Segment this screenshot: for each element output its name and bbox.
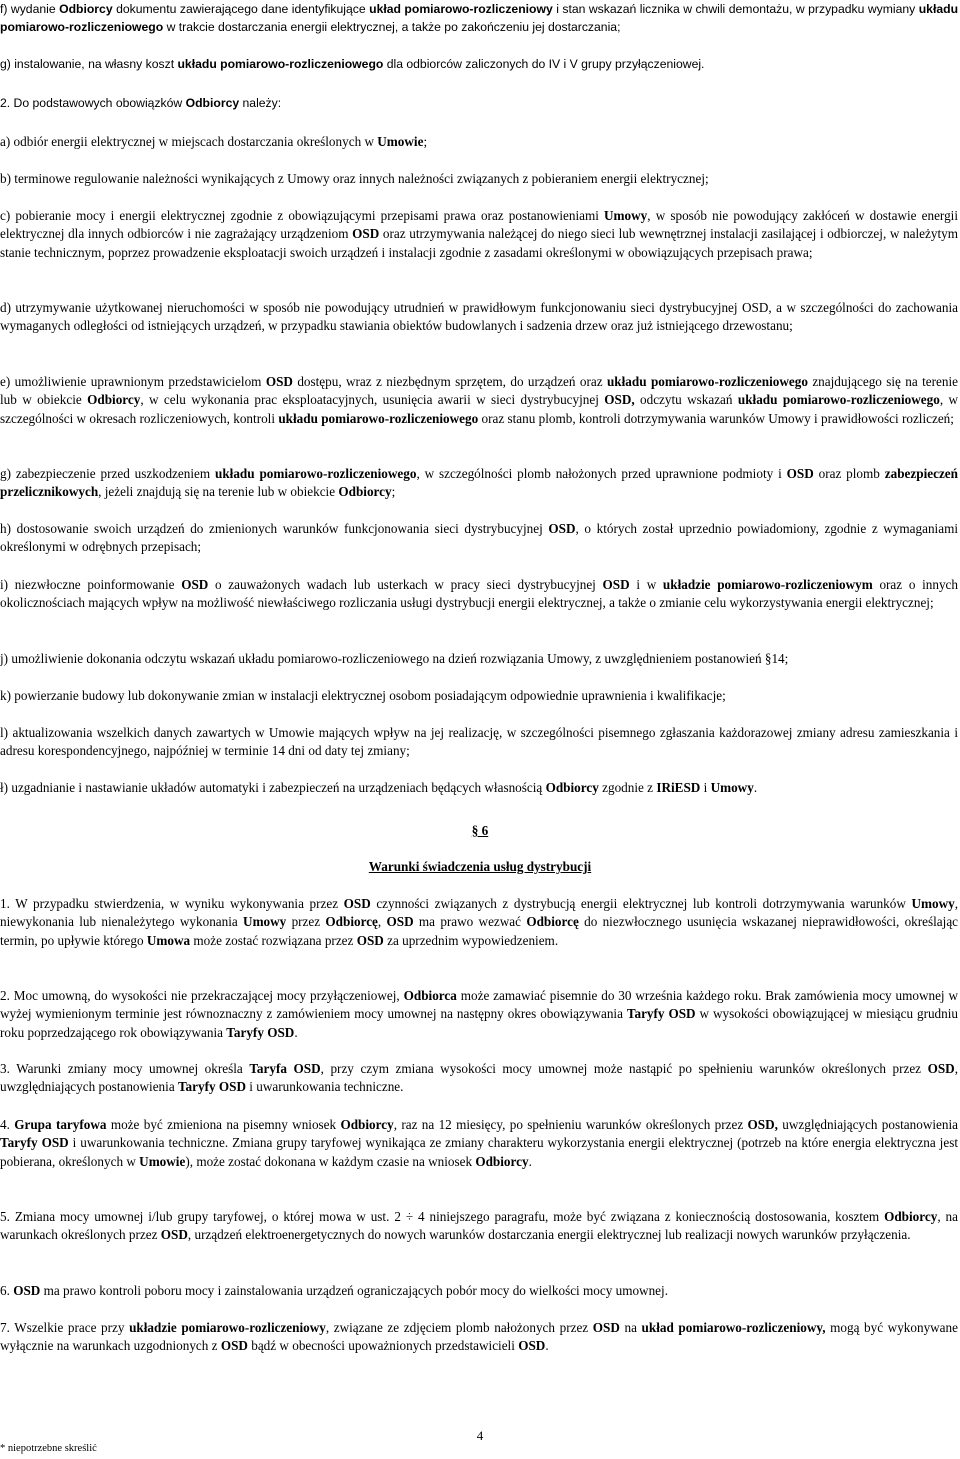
item-h: h) dostosowanie swoich urządzeń do zmienionych warunków funkcjonowania sieci dystrybucyjnej OSD, o których został uprzednio powiadomiony, zgodnie z wymaganiami określonymi w odrębnych przepisach; bbox=[0, 521, 958, 555]
paragraph-3: 3. Warunki zmiany mocy umownej określa Taryfa OSD, przy czym zmiana wysokości mocy umownej może nastąpić po spełnieniu warunków określonych przez OSD, uwzględniających postanowienia Taryfy OSD i uwarunkowania techniczne. bbox=[0, 1061, 958, 1095]
item-k: k) powierzanie budowy lub dokonywanie zmian w instalacji elektrycznej osobom posiadającym odpowiednie uprawnienia i kwalifikacje; bbox=[0, 688, 726, 703]
paragraph-2: 2. Moc umowną, do wysokości nie przekraczającej mocy przyłączeniowej, Odbiorca może zamawiać pisemnie do 30 września każdego roku. Brak zamówienia mocy umownej w wyżej wymienionym terminie jest równoznaczny z zamówieniem mocy umownej na następny okres obowiązywania Taryfy OSD w wysokości obowiązującej w miesiącu grudniu roku poprzedzającego rok obowiązywania Taryfy OSD. bbox=[0, 988, 959, 1040]
item-d: d) utrzymywanie użytkowanej nieruchomości w sposób nie powodujący utrudnień w prawidłowym funkcjonowaniu sieci dystrybucyjnej OSD, a w szczególności do zachowania wymaganych odległości od istniejących urządzeń, w przypadku stawiania obiektów budowlanych i sadzenia drzew oraz już istniejącego drzewostanu; bbox=[0, 300, 958, 334]
point-2-heading: 2. Do podstawowych obowiązków Odbiorcy należy: bbox=[0, 96, 282, 110]
item-c: c) pobieranie mocy i energii elektrycznej zgodnie z obowiązującymi przepisami prawa oraz postanowieniami Umowy, w sposób nie powodujący zakłóceń w dostawie energii elektrycznej dla innych odbiorców i nie zagrażający urządzeniom OSD oraz utrzymywania należącej do niego sieci lub wewnętrznej instalacji zasilającej i odbiorczej, w należytym stanie technicznym, poprzez prowadzenie eksploatacji swoich urządzeń i instalacji zgodnie z zasadami określonymi w obowiązujących przepisach prawa; bbox=[0, 208, 958, 260]
item-l-stroke: ł) uzgadnianie i nastawianie układów automatyki i zabezpieczeń na urządzeniach będących własnością Odbiorcy zgodnie z IRiESD i Umowy. bbox=[0, 780, 758, 795]
paragraph-5: 5. Zmiana mocy umownej i/lub grupy taryfowej, o której mowa w ust. 2 ÷ 4 niniejszego paragrafu, może być związana z koniecznością dostosowania, kosztem Odbiorcy, na warunkach określonych przez OSD, urządzeń elektroenergetycznych do nowych warunków dostarczania energii elektrycznej lub realizacji nowych warunków przyłączenia. bbox=[0, 1209, 958, 1243]
item-i: i) niezwłoczne poinformowanie OSD o zauważonych wadach lub usterkach w pracy sieci dystrybucyjnej OSD i w układzie pomiarowo-rozliczeniowym oraz o innych okolicznościach mających wpływ na możliwość niewłaściwego rozliczania usługi dystrybucji energii elektrycznej, a także o zmianie celu wykorzystywania energii elektrycznej; bbox=[0, 577, 959, 611]
paragraph-6: 6. OSD ma prawo kontroli poboru mocy i zainstalowania urządzeń ograniczających pobór mocy do wielkości mocy umownej. bbox=[0, 1283, 668, 1298]
item-a: a) odbiór energii elektrycznej w miejscach dostarczania określonych w Umowie; bbox=[0, 134, 428, 149]
item-g2: g) zabezpieczenie przed uszkodzeniem układu pomiarowo-rozliczeniowego, w szczególności plomb nałożonych przed uprawnione podmioty i OSD oraz plomb zabezpieczeń przelicznikowych, jeżeli znajdują się na terenie lub w obiekcie Odbiorcy; bbox=[0, 466, 958, 500]
item-j: j) umożliwienie dokonania odczytu wskazań układu pomiarowo-rozliczeniowego na dzień rozwiązania Umowy, z uwzględnieniem postanowień §14; bbox=[0, 651, 789, 666]
section-number: § 6 bbox=[471, 823, 489, 838]
item-b: b) terminowe regulowanie należności wynikających z Umowy oraz innych należności związanych z pobieraniem energii elektrycznej; bbox=[0, 171, 709, 186]
page-number: 4 bbox=[476, 1428, 484, 1443]
item-l: l) aktualizowania wszelkich danych zawartych w Umowie mających wpływ na jej realizację, w szczególności pisemnego zgłaszania każdorazowej zmiany adresu zamieszkania i adresu korespondencyjnego, najpóźniej w terminie 14 dni od daty tej zmiany; bbox=[0, 725, 958, 759]
item-f: f) wydanie Odbiorcy dokumentu zawierającego dane identyfikujące układ pomiarowo-rozliczeniowy i stan wskazań licznika w chwili demontażu, w przypadku wymiany układu pomiarowo-rozliczeniowego w trakcie dostarczania energii elektrycznej, a także po zakończeniu jej dostarczania; bbox=[0, 2, 959, 35]
item-g: g) instalowanie, na własny koszt układu pomiarowo-rozliczeniowego dla odbiorców zaliczonych do IV i V grupy przyłączeniowej. bbox=[0, 57, 705, 71]
section-title: Warunki świadczenia usług dystrybucji bbox=[368, 859, 592, 874]
paragraph-4: 4. Grupa taryfowa może być zmieniona na pisemny wniosek Odbiorcy, raz na 12 miesięcy, po spełnieniu warunków określonych przez OSD, uwzględniających postanowienia Taryfy OSD i uwarunkowania techniczne. Zmiana grupy taryfowej wynikająca ze zmiany charakteru wykorzystania energii elektrycznej (potrzeb na które energia elektryczna jest pobierana, określonych w Umowie), może zostać dokonana w każdym czasie na wniosek Odbiorcy. bbox=[0, 1117, 958, 1169]
paragraph-7: 7. Wszelkie prace przy układzie pomiarowo-rozliczeniowy, związane ze zdjęciem plomb nałożonych przez OSD na układ pomiarowo-rozliczeniowy, mogą być wykonywane wyłącznie na warunkach uzgodnionych z OSD bądź w obecności upoważnionych przedstawicieli OSD. bbox=[0, 1320, 958, 1354]
paragraph-1: 1. W przypadku stwierdzenia, w wyniku wykonywania przez OSD czynności związanych z dystrybucją energii elektrycznej lub kontroli dotrzymywania warunków Umowy, niewykonania lub nienależytego wykonania Umowy przez Odbiorcę, OSD ma prawo wezwać Odbiorcę do niezwłocznego usunięcia wskazanej nieprawidłowości, określając termin, po upływie którego Umowa może zostać rozwiązana przez OSD za uprzednim wypowiedzeniem. bbox=[0, 896, 959, 948]
footnote: * niepotrzebne skreślić bbox=[0, 1443, 97, 1454]
item-e: e) umożliwienie uprawnionym przedstawicielom OSD dostępu, wraz z niezbędnym sprzętem, do urządzeń oraz układu pomiarowo-rozliczeniowego znajdującego się na terenie lub w obiekcie Odbiorcy, w celu wykonania prac eksploatacyjnych, usunięcia awarii w sieci dystrybucyjnej OSD, odczytu wskazań układu pomiarowo-rozliczeniowego, w szczególności w okresach rozliczeniowych, kontroli układu pomiarowo-rozliczeniowego oraz stanu plomb, kontroli dotrzymywania warunków Umowy i prawidłowości rozliczeń; bbox=[0, 374, 959, 426]
